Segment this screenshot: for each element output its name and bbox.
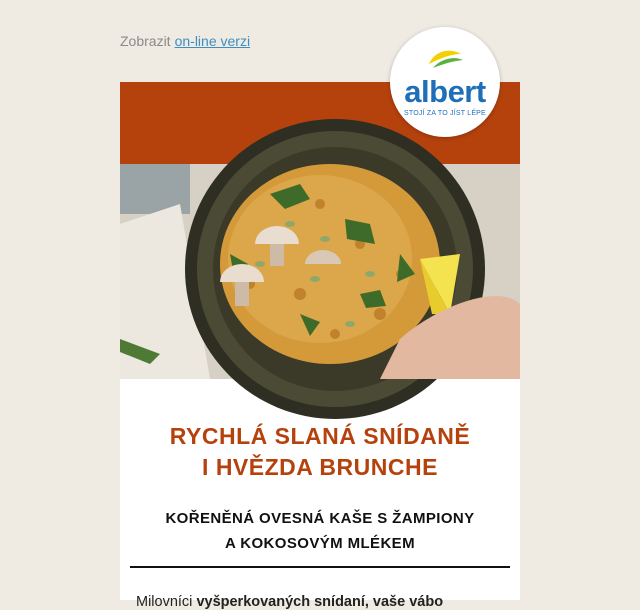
preheader-text: Zobrazit: [120, 33, 171, 49]
email-card: [120, 82, 520, 610]
albert-logo[interactable]: [390, 27, 500, 137]
divider: [130, 566, 510, 568]
online-version-link[interactable]: on-line verzi: [174, 33, 251, 49]
headline: RYCHLÁ SLANÁ SNÍDANĚ I HVĚZDA BRUNCHE: [169, 423, 471, 480]
body-bold: vyšperkovaných snídaní, vaše vábo: [196, 594, 444, 610]
preheader: [120, 33, 250, 49]
body-text: [130, 594, 510, 610]
leaf-logo-icon: [425, 48, 465, 70]
porridge-bowl-icon: [120, 164, 520, 379]
brand-name: albert: [404, 73, 486, 109]
brand-tagline: STOJÍ ZA TO JÍST LÉPE: [404, 109, 486, 117]
content: [120, 421, 520, 610]
hero-image[interactable]: [120, 164, 520, 379]
recipe-title: KOŘENĚNÁ OVESNÁ KAŠE S ŽAMPIONY A KOKOSOVÝM MLÉKEM: [165, 510, 475, 552]
body-lead: Milovníci: [136, 594, 193, 610]
